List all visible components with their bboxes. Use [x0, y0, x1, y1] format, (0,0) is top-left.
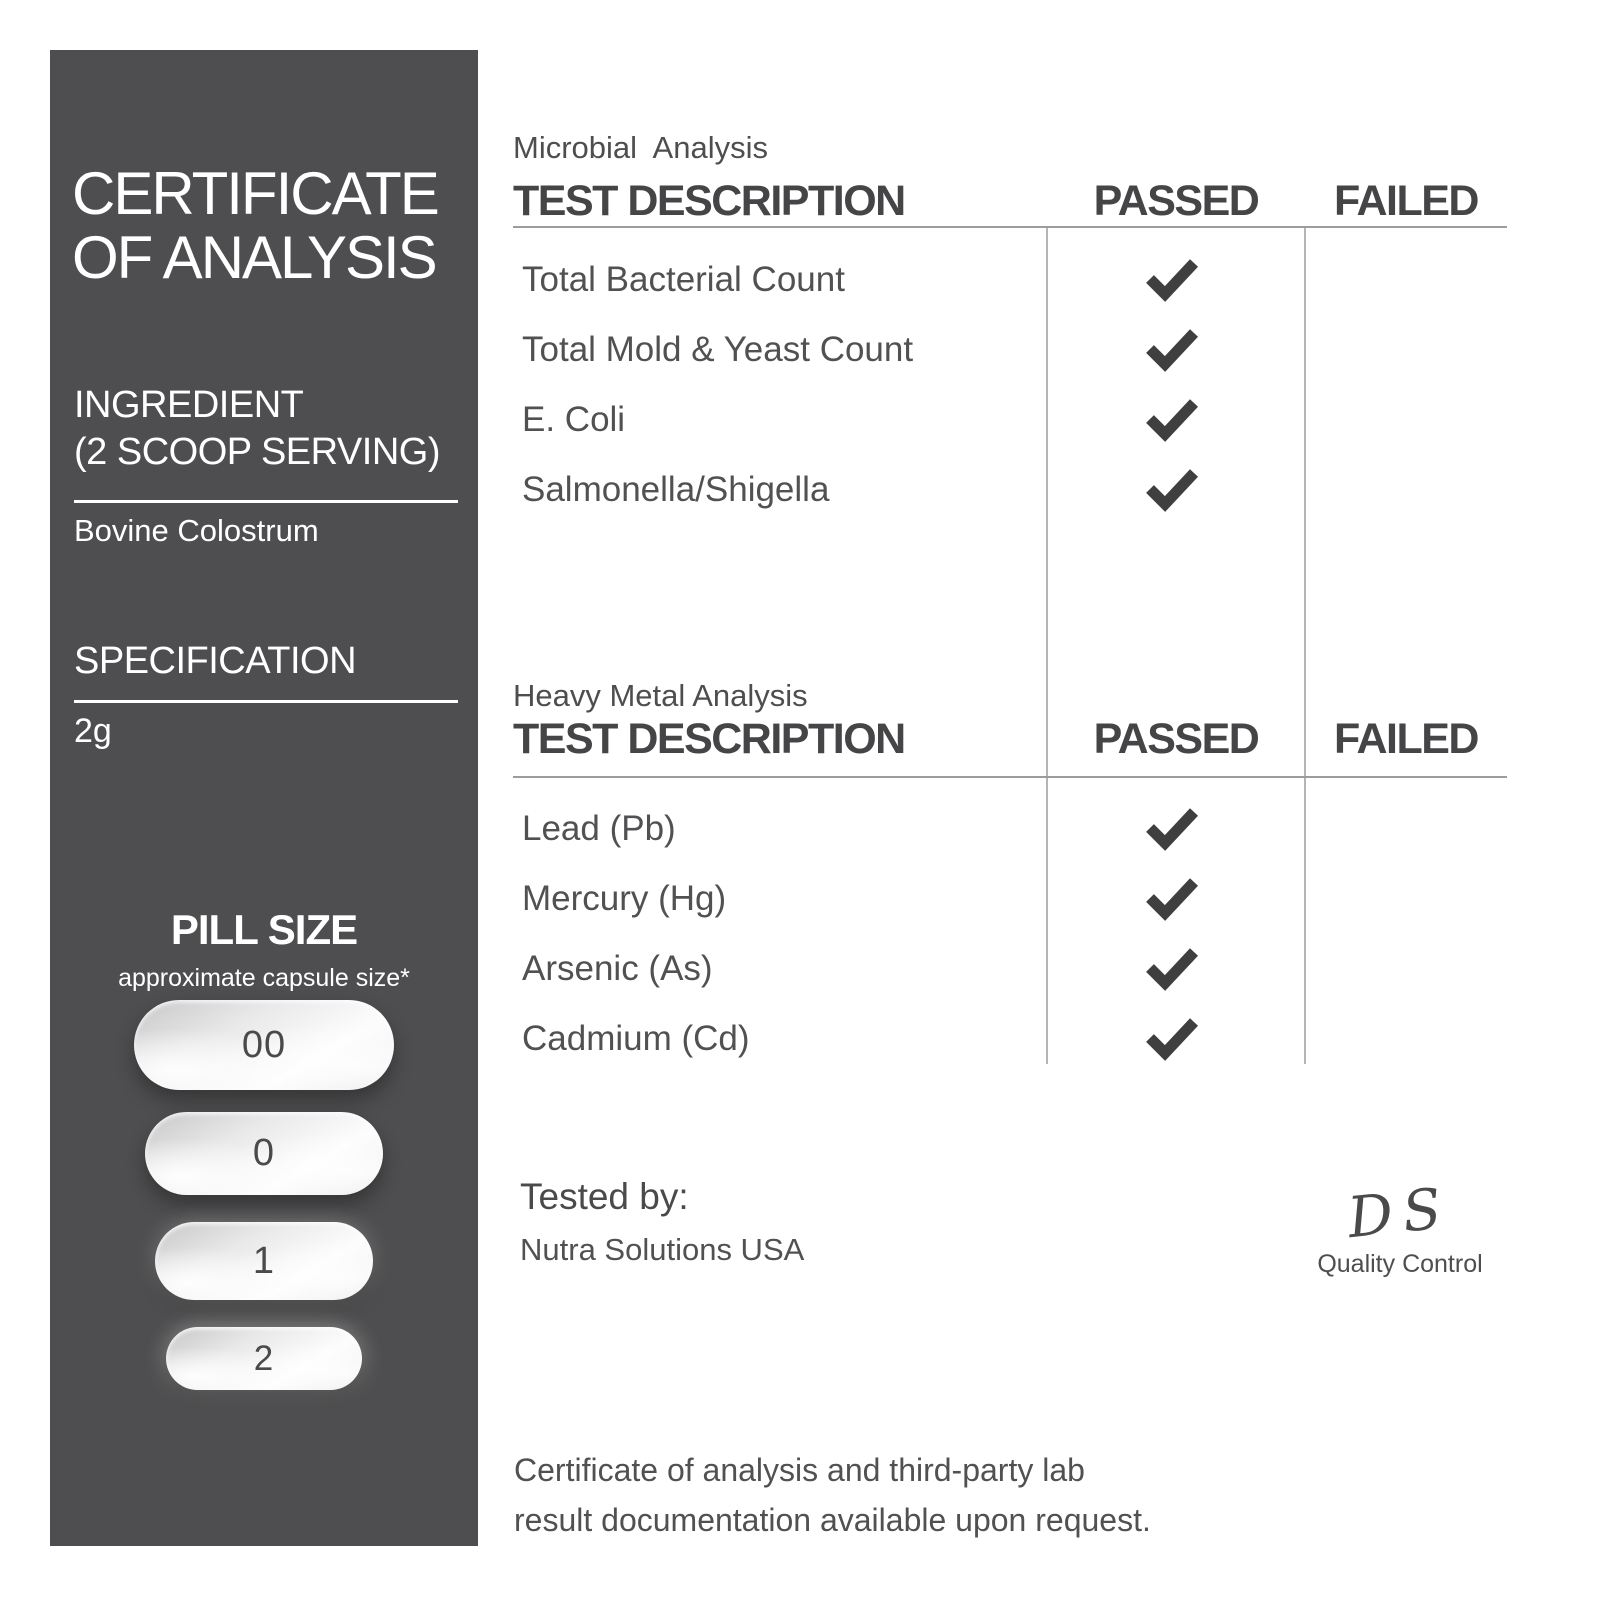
pill-size-0-label: 0 [252, 1132, 276, 1174]
ingredient-value: Bovine Colostrum [74, 513, 319, 548]
heavy-metal-analysis-rows [513, 794, 1507, 1074]
table-row [513, 1004, 1507, 1074]
certificate-sidebar [50, 50, 478, 1546]
table-row [513, 315, 1507, 385]
pill-size-2-label: 2 [253, 1338, 275, 1378]
ingredient-label-line2: (2 SCOOP SERVING) [74, 431, 440, 474]
heavy-metal-col-passed: PASSED [1093, 715, 1259, 763]
signature-initials: DS [1345, 1175, 1455, 1252]
table-row [513, 864, 1507, 934]
microbial-header-underline [513, 226, 1507, 228]
footer-note-line2: result documentation available upon request. [514, 1501, 1151, 1538]
specification-label: SPECIFICATION [74, 640, 357, 682]
footer-note-line1: Certificate of analysis and third-party lab [514, 1452, 1085, 1488]
test-name: Lead (Pb) [522, 809, 676, 848]
pill-size-title: PILL SIZE [170, 906, 358, 953]
certificate-title-line2: OF ANALYSIS [72, 223, 436, 291]
passed-checkmark-icon [1145, 1017, 1199, 1061]
tested-by-value: Nutra Solutions USA [520, 1232, 805, 1267]
tested-by-label: Tested by: [520, 1176, 689, 1217]
pill-size-1-label: 1 [252, 1239, 276, 1282]
ingredient-divider [74, 500, 458, 503]
heavy-metal-header-underline [513, 776, 1507, 778]
test-name: Mercury (Hg) [522, 879, 727, 918]
table-row [513, 385, 1507, 455]
passed-checkmark-icon [1145, 328, 1199, 372]
heavy-metal-col-test-description: TEST DESCRIPTION [513, 715, 905, 763]
microbial-col-failed: FAILED [1334, 177, 1478, 225]
heavy-metal-analysis-section-title: Heavy Metal Analysis [513, 678, 808, 713]
test-name: Cadmium (Cd) [522, 1019, 750, 1058]
pill-size-0-illustration [145, 1112, 383, 1195]
heavy-metal-col-failed: FAILED [1334, 715, 1478, 763]
certificate-title-line1: CERTIFICATE [72, 160, 438, 227]
passed-checkmark-icon [1145, 398, 1199, 442]
specification-value: 2g [74, 712, 112, 750]
pill-size-00-label: 00 [241, 1023, 287, 1066]
specification-divider [74, 700, 458, 703]
ingredient-label [74, 382, 440, 476]
pill-size-subtitle: approximate capsule size* [118, 964, 410, 992]
test-name: Total Mold & Yeast Count [522, 330, 914, 369]
microbial-col-test-description: TEST DESCRIPTION [513, 177, 905, 225]
certificate-title [72, 162, 438, 289]
passed-checkmark-icon [1145, 877, 1199, 921]
microbial-analysis-section-title: Microbial Analysis [513, 130, 768, 165]
ingredient-label-line1: INGREDIENT [74, 384, 304, 426]
footer-note [514, 1446, 1151, 1545]
quality-control-signature [1300, 1175, 1500, 1279]
test-name: Total Bacterial Count [522, 260, 845, 299]
signature-role: Quality Control [1317, 1250, 1483, 1278]
table-row [513, 455, 1507, 525]
passed-checkmark-icon [1145, 947, 1199, 991]
passed-checkmark-icon [1145, 258, 1199, 302]
test-name: Arsenic (As) [522, 949, 713, 988]
microbial-col-passed: PASSED [1093, 177, 1259, 225]
table-row [513, 245, 1507, 315]
test-name: E. Coli [522, 400, 626, 439]
pill-size-1-illustration [155, 1222, 373, 1300]
pill-size-2-illustration [166, 1327, 362, 1390]
microbial-analysis-rows [513, 245, 1507, 525]
table-row [513, 794, 1507, 864]
pill-size-00-illustration [134, 1000, 394, 1090]
table-row [513, 934, 1507, 1004]
passed-checkmark-icon [1145, 468, 1199, 512]
test-name: Salmonella/Shigella [522, 470, 830, 509]
passed-checkmark-icon [1145, 807, 1199, 851]
